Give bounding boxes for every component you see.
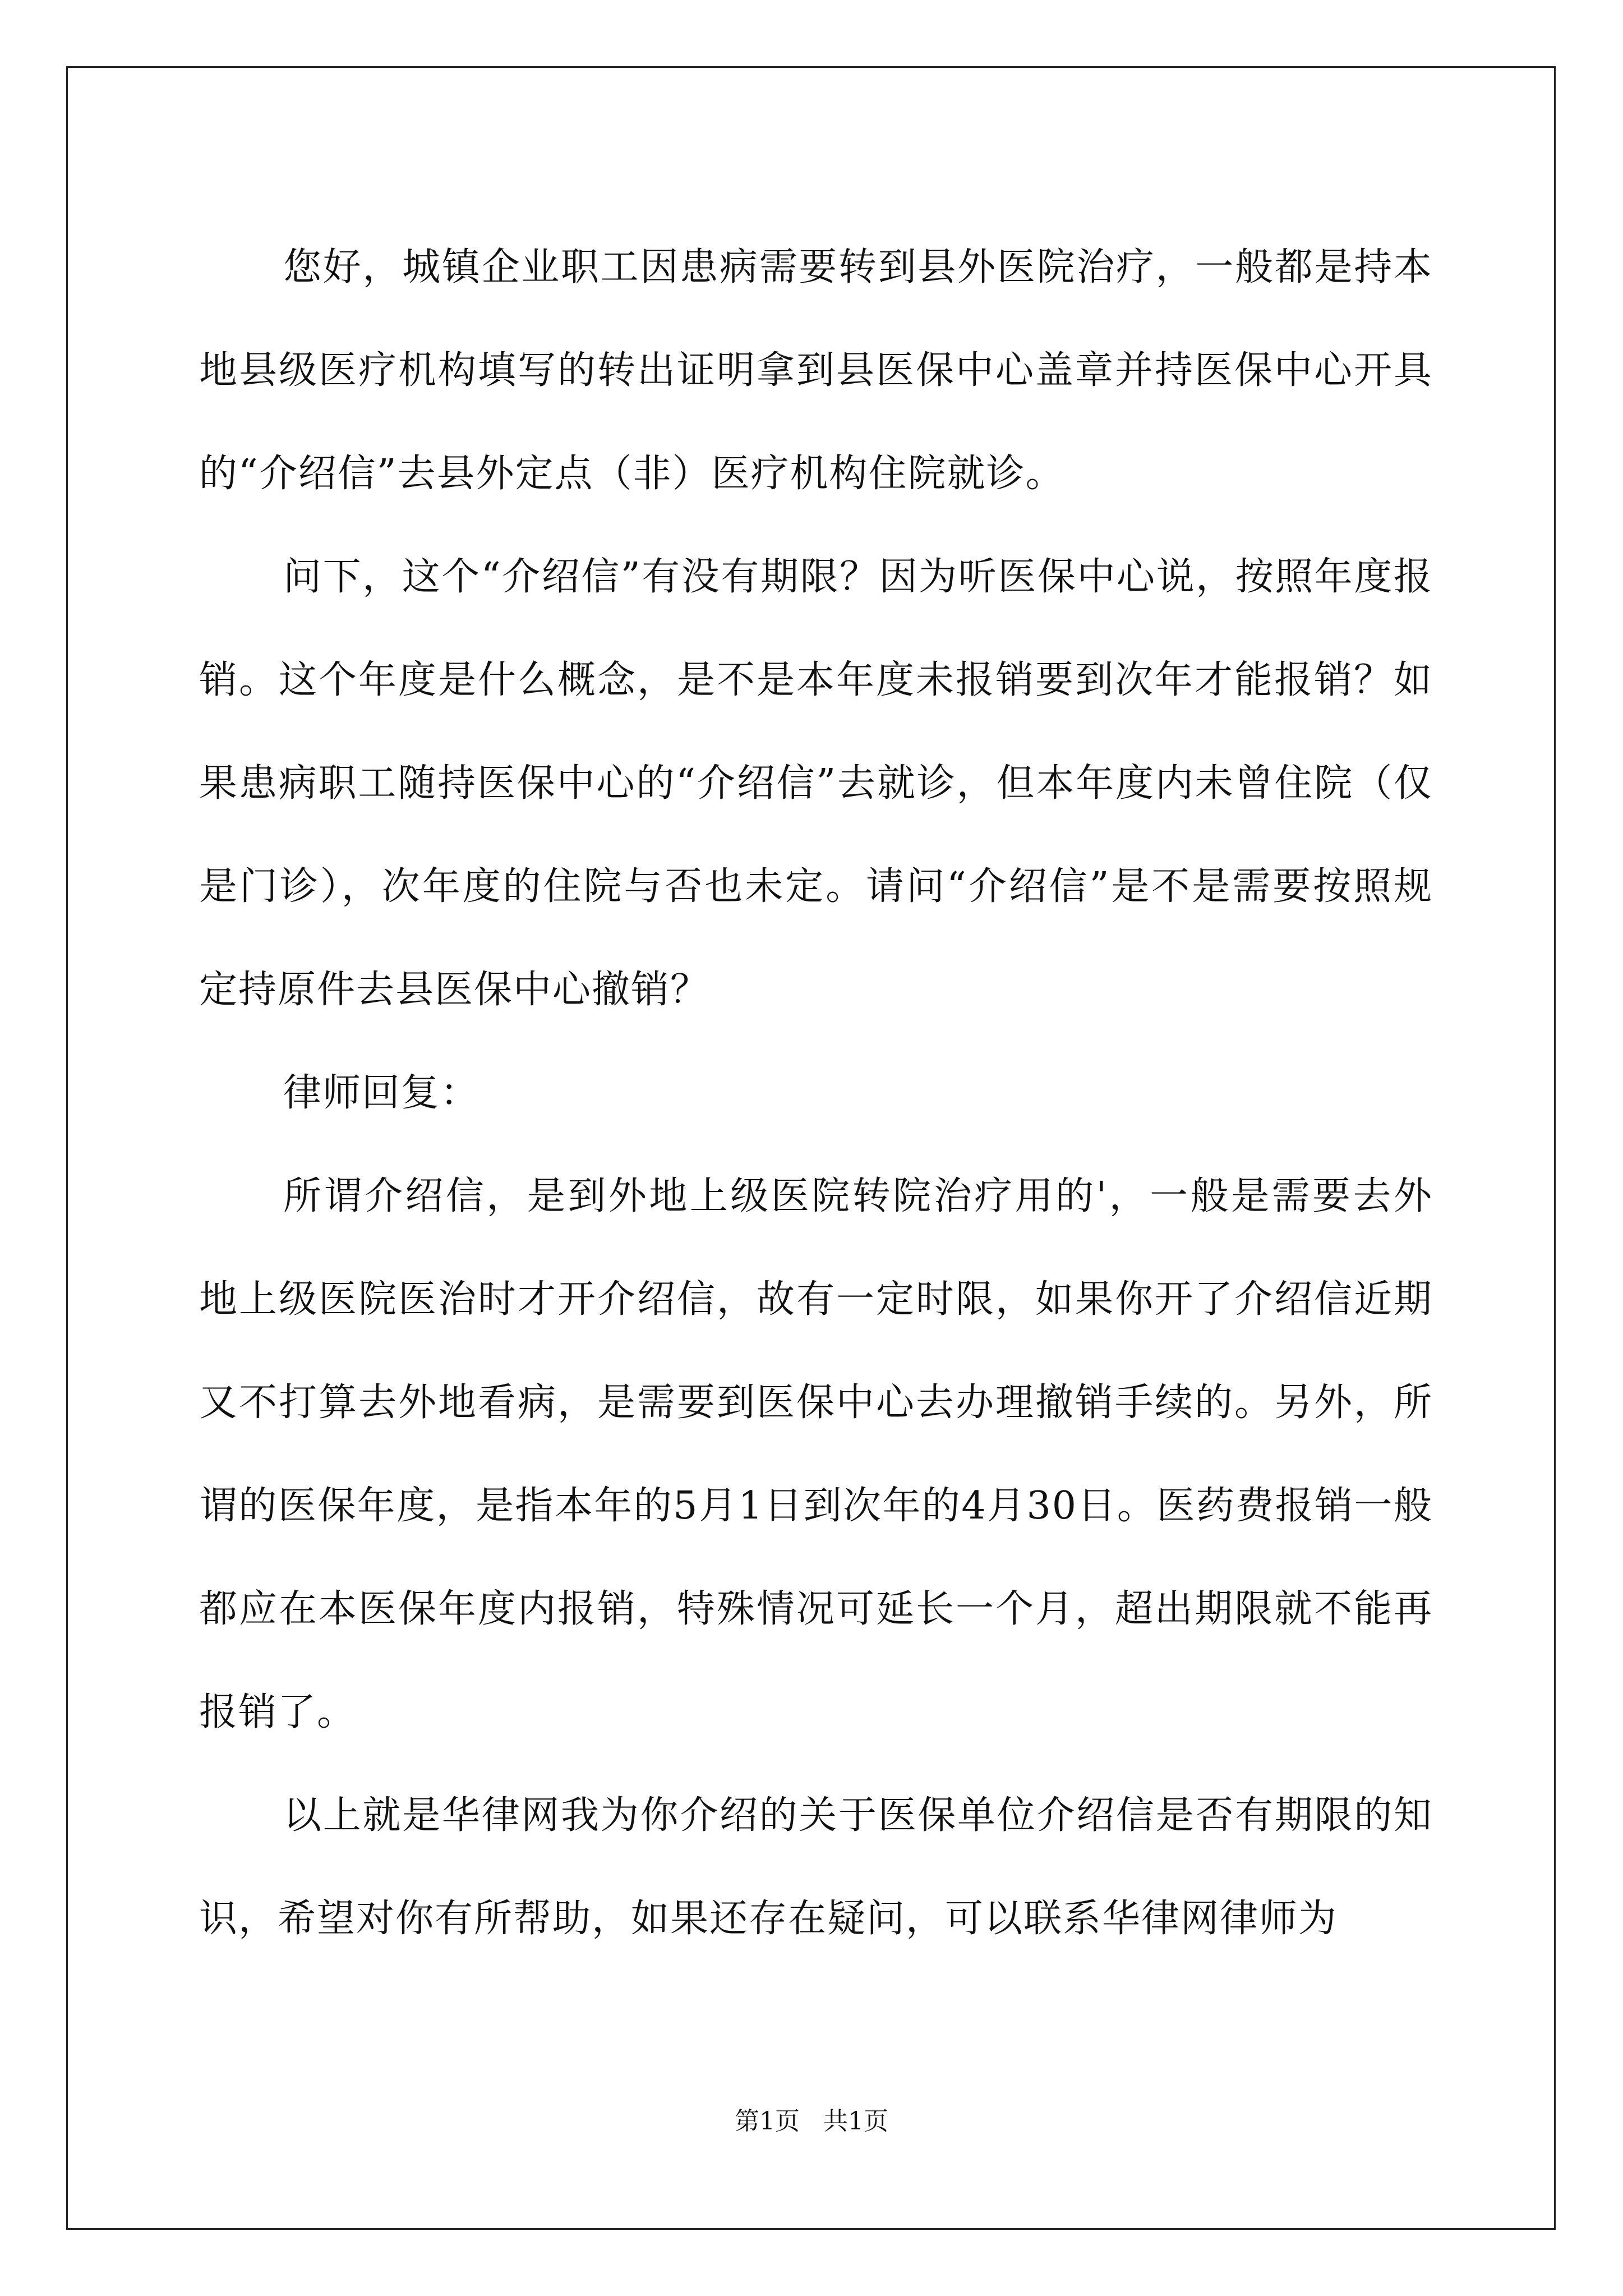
paragraph-closing: 以上就是华律网我为你介绍的关于医保单位介绍信是否有期限的知识，希望对你有所帮助，如果还存在疑问，可以联系华律网律师为 bbox=[199, 1793, 1433, 1941]
paragraph-lawyer-reply-heading: 律师回复： bbox=[283, 1071, 480, 1115]
paragraph-lawyer-reply: 所谓介绍信，是到外地上级医院转院治疗用的'，一般是需要去外地上级医院医治时才开介绍信，故有一定时限，如果你开了介绍信近期又不打算去外地看病，是需要到医保中心去办理撤销手续的。另外，所谓的医保年度，是指本年的5月1日到次年的4月30日。医药费报销一般都应在本医保年度内报销，特殊情况可延长一个月，超出期限就不能再报销了。 bbox=[199, 1174, 1433, 1734]
document-body bbox=[199, 216, 1433, 1971]
paragraph-question-detail: 问下，这个“介绍信”有没有期限？因为听医保中心说，按照年度报销。这个年度是什么概念，是不是本年度未报销要到次年才能报销？如果患病职工随持医保中心的“介绍信”去就诊，但本年度内未曾住院（仅是门诊），次年度的住院与否也未定。请问“介绍信”是不是需要按照规定持原件去县医保中心撤销？ bbox=[199, 555, 1433, 1012]
page-footer: 第1页 共1页 bbox=[735, 2107, 888, 2136]
paragraph-question-intro: 您好，城镇企业职工因患病需要转到县外医院治疗，一般都是持本地县级医疗机构填写的转出证明拿到县医保中心盖章并持医保中心开具的“介绍信”去县外定点（非）医疗机构住院就诊。 bbox=[199, 245, 1433, 496]
